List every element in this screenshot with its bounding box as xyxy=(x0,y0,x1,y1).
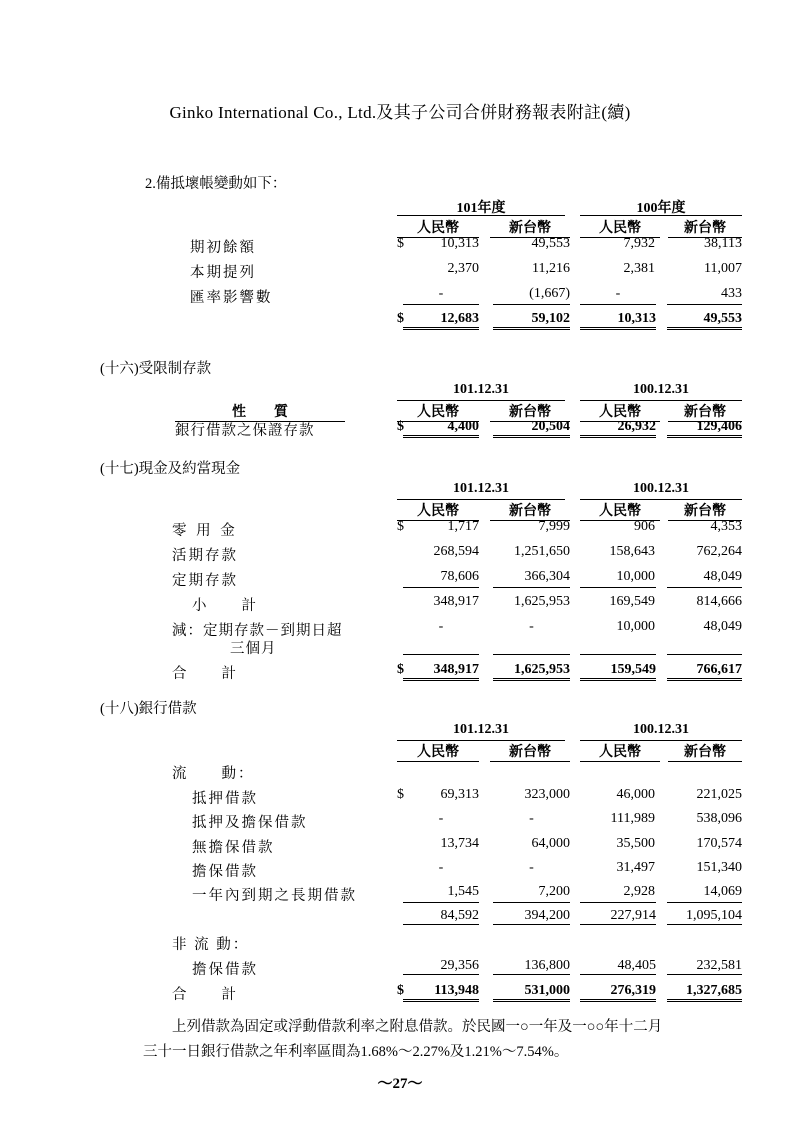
cash-col-rmb-100: 人民幣 xyxy=(580,500,660,521)
loans-heading: (十八)銀行借款 xyxy=(100,701,197,717)
cash-total: 159,549 xyxy=(580,662,656,681)
cash-subtotal: 1,625,953 xyxy=(514,594,570,609)
allowance-period-100: 100年度 xyxy=(636,201,686,216)
allowance-value: 38,113 xyxy=(704,236,742,251)
loans-value: - xyxy=(529,811,534,826)
allowance-value: 11,007 xyxy=(704,261,742,276)
loans-value: 69,313 xyxy=(440,787,479,802)
loans-total: 531,000 xyxy=(493,983,570,1002)
cash-less-value: 10,000 xyxy=(616,619,655,634)
cash-total-label: 合 計 xyxy=(172,666,238,682)
cash-row-label: 零 用 金 xyxy=(172,523,238,539)
loans-value: 323,000 xyxy=(524,787,570,802)
loans-total: 276,319 xyxy=(580,983,656,1002)
loans-current-label: 流 動： xyxy=(172,766,255,782)
cash-row-label: 活期存款 xyxy=(172,548,238,564)
cash-subtotal: 348,917 xyxy=(433,594,479,609)
restricted-row-label: 銀行借款之保證存款 xyxy=(175,423,315,439)
restricted-nature-header: 性 質 xyxy=(175,401,345,422)
loans-total: 113,948 xyxy=(403,983,479,1002)
allowance-heading: 2.備抵壞帳變動如下： xyxy=(145,176,287,192)
loans-note-line-2: 三十一日銀行借款之年利率區間為1.68%～2.27%及1.21%～7.54%。 xyxy=(143,1044,569,1060)
subtotal-rule xyxy=(580,654,656,655)
loans-col-rmb-101: 人民幣 xyxy=(397,741,479,762)
loans-value: 13,734 xyxy=(440,836,479,851)
loans-col-ntd-101: 新台幣 xyxy=(490,741,570,762)
allowance-value: 11,216 xyxy=(532,261,570,276)
allowance-value: - xyxy=(438,286,444,301)
loans-period-101: 101.12.31 xyxy=(453,722,509,737)
subtotal-rule xyxy=(580,902,656,903)
cash-value: 268,594 xyxy=(433,544,479,559)
page-title: Ginko International Co., Ltd.及其子公司合併財務報表附註(續) xyxy=(169,103,631,122)
dollar-sign: $ xyxy=(397,236,404,251)
allowance-total: 49,553 xyxy=(667,311,742,330)
allowance-value: 49,553 xyxy=(531,236,570,251)
cash-subtotal-label: 小 計 xyxy=(192,598,258,614)
loans-value: 29,356 xyxy=(403,958,479,975)
cash-less-label-cont: 三個月 xyxy=(230,641,277,657)
allowance-period-rule-100 xyxy=(580,215,742,216)
loans-value: 46,000 xyxy=(616,787,655,802)
subtotal-rule xyxy=(667,587,742,588)
restricted-col-rmb-100: 人民幣 xyxy=(580,401,660,422)
cash-value: 158,643 xyxy=(609,544,655,559)
dollar-sign: $ xyxy=(397,662,404,677)
cash-value: 4,353 xyxy=(710,519,742,534)
loans-row-label: 抵押及擔保借款 xyxy=(192,815,308,831)
cash-period-100: 100.12.31 xyxy=(633,481,689,496)
restricted-value: 4,400 xyxy=(403,419,479,438)
cash-subtotal: 814,666 xyxy=(696,594,742,609)
loans-value: 111,989 xyxy=(610,811,655,826)
subtotal-rule xyxy=(493,902,570,903)
loans-value: 35,500 xyxy=(616,836,655,851)
loans-value: 232,581 xyxy=(667,958,742,975)
restricted-heading: (十六)受限制存款 xyxy=(100,361,212,377)
cash-value: 1,251,650 xyxy=(514,544,570,559)
loans-total: 1,327,685 xyxy=(667,983,742,1002)
cash-col-rmb-101: 人民幣 xyxy=(397,500,479,521)
restricted-value: 26,932 xyxy=(580,419,656,438)
allowance-col-ntd-100: 新台幣 xyxy=(668,217,742,238)
loans-col-rmb-100: 人民幣 xyxy=(580,741,660,762)
loans-row-label: 抵押借款 xyxy=(192,791,258,807)
loans-value: 31,497 xyxy=(616,860,655,875)
cash-period-101: 101.12.31 xyxy=(453,481,509,496)
allowance-row-label: 期初餘額 xyxy=(190,240,256,256)
loans-value: - xyxy=(529,860,534,875)
allowance-total: 10,313 xyxy=(580,311,656,330)
page-number: ～27～ xyxy=(377,1076,423,1092)
cash-value: 78,606 xyxy=(440,569,479,584)
dollar-sign: $ xyxy=(397,983,404,998)
loans-row-label: 擔保借款 xyxy=(192,864,258,880)
cash-col-ntd-100: 新台幣 xyxy=(668,500,742,521)
restricted-period-101: 101.12.31 xyxy=(453,382,509,397)
restricted-value: 20,504 xyxy=(493,419,570,438)
allowance-value: (1,667) xyxy=(529,286,570,301)
subtotal-rule xyxy=(580,587,656,588)
loans-row-label: 一年內到期之長期借款 xyxy=(192,888,357,904)
subtotal-rule xyxy=(403,587,479,588)
allowance-value: 2,381 xyxy=(623,261,655,276)
cash-value: 10,000 xyxy=(616,569,655,584)
loans-current-subtotal: 227,914 xyxy=(580,908,656,925)
restricted-value: 129,406 xyxy=(667,419,742,438)
loans-current-subtotal: 1,095,104 xyxy=(667,908,742,925)
subtotal-rule xyxy=(493,654,570,655)
cash-total: 1,625,953 xyxy=(493,662,570,681)
dollar-sign: $ xyxy=(397,311,404,326)
loans-value: 2,928 xyxy=(623,884,655,899)
loans-row-label: 無擔保借款 xyxy=(192,840,275,856)
loans-col-ntd-100: 新台幣 xyxy=(668,741,742,762)
restricted-period-100: 100.12.31 xyxy=(633,382,689,397)
cash-value: 366,304 xyxy=(524,569,570,584)
subtotal-rule xyxy=(493,304,570,305)
loans-value: 151,340 xyxy=(696,860,742,875)
cash-less-label: 減：定期存款－到期日超 xyxy=(172,623,343,639)
loans-value: 136,800 xyxy=(493,958,570,975)
cash-total: 348,917 xyxy=(403,662,479,681)
loans-value: 170,574 xyxy=(696,836,742,851)
cash-value: 906 xyxy=(634,519,655,534)
loans-note-line-1: 上列借款為固定或浮動借款利率之附息借款。於民國一○一年及一○○年十二月 xyxy=(172,1019,663,1035)
cash-col-ntd-101: 新台幣 xyxy=(490,500,570,521)
restricted-col-ntd-100: 新台幣 xyxy=(668,401,742,422)
subtotal-rule xyxy=(667,902,742,903)
allowance-value: 10,313 xyxy=(440,236,479,251)
loans-value: 1,545 xyxy=(447,884,479,899)
cash-value: 1,717 xyxy=(447,519,479,534)
allowance-col-rmb-101: 人民幣 xyxy=(397,217,479,238)
cash-value: 7,999 xyxy=(538,519,570,534)
subtotal-rule xyxy=(667,654,742,655)
cash-value: 48,049 xyxy=(703,569,742,584)
loans-current-subtotal: 84,592 xyxy=(403,908,479,925)
allowance-col-ntd-101: 新台幣 xyxy=(490,217,570,238)
loans-value: 64,000 xyxy=(531,836,570,851)
allowance-value: - xyxy=(615,286,621,301)
allowance-value: 2,370 xyxy=(447,261,479,276)
restricted-col-ntd-101: 新台幣 xyxy=(490,401,570,422)
loans-row-label: 擔保借款 xyxy=(192,962,258,978)
subtotal-rule xyxy=(667,304,742,305)
subtotal-rule xyxy=(493,587,570,588)
dollar-sign: $ xyxy=(397,419,404,434)
allowance-row-label: 本期提列 xyxy=(190,265,256,281)
loans-current-subtotal: 394,200 xyxy=(493,908,570,925)
subtotal-rule xyxy=(403,654,479,655)
loans-total-label: 合 計 xyxy=(172,987,238,1003)
subtotal-rule xyxy=(403,304,479,305)
allowance-value: 433 xyxy=(721,286,742,301)
allowance-total: 59,102 xyxy=(493,311,570,330)
loans-value: 48,405 xyxy=(580,958,656,975)
cash-total: 766,617 xyxy=(667,662,742,681)
restricted-col-rmb-101: 人民幣 xyxy=(397,401,479,422)
cash-less-value: 48,049 xyxy=(703,619,742,634)
allowance-period-rule-101 xyxy=(397,215,565,216)
loans-value: 14,069 xyxy=(703,884,742,899)
allowance-period-101: 101年度 xyxy=(456,201,506,216)
cash-less-value: - xyxy=(438,619,444,634)
loans-value: 7,200 xyxy=(538,884,570,899)
dollar-sign: $ xyxy=(397,787,404,802)
cash-value: 762,264 xyxy=(696,544,742,559)
dollar-sign: $ xyxy=(397,519,404,534)
loans-period-100: 100.12.31 xyxy=(633,722,689,737)
loans-value: 538,096 xyxy=(696,811,742,826)
loans-noncurrent-label: 非 流 動： xyxy=(172,937,250,953)
allowance-row-label: 匯率影響數 xyxy=(190,290,273,306)
loans-value: 221,025 xyxy=(696,787,742,802)
allowance-value: 7,932 xyxy=(623,236,655,251)
cash-subtotal: 169,549 xyxy=(609,594,655,609)
subtotal-rule xyxy=(403,902,479,903)
loans-value: - xyxy=(438,860,444,875)
allowance-col-rmb-100: 人民幣 xyxy=(580,217,660,238)
cash-row-label: 定期存款 xyxy=(172,573,238,589)
loans-value: - xyxy=(438,811,444,826)
cash-heading: (十七)現金及約當現金 xyxy=(100,461,241,477)
cash-less-value: - xyxy=(529,619,534,634)
subtotal-rule xyxy=(580,304,656,305)
allowance-total: 12,683 xyxy=(403,311,479,330)
